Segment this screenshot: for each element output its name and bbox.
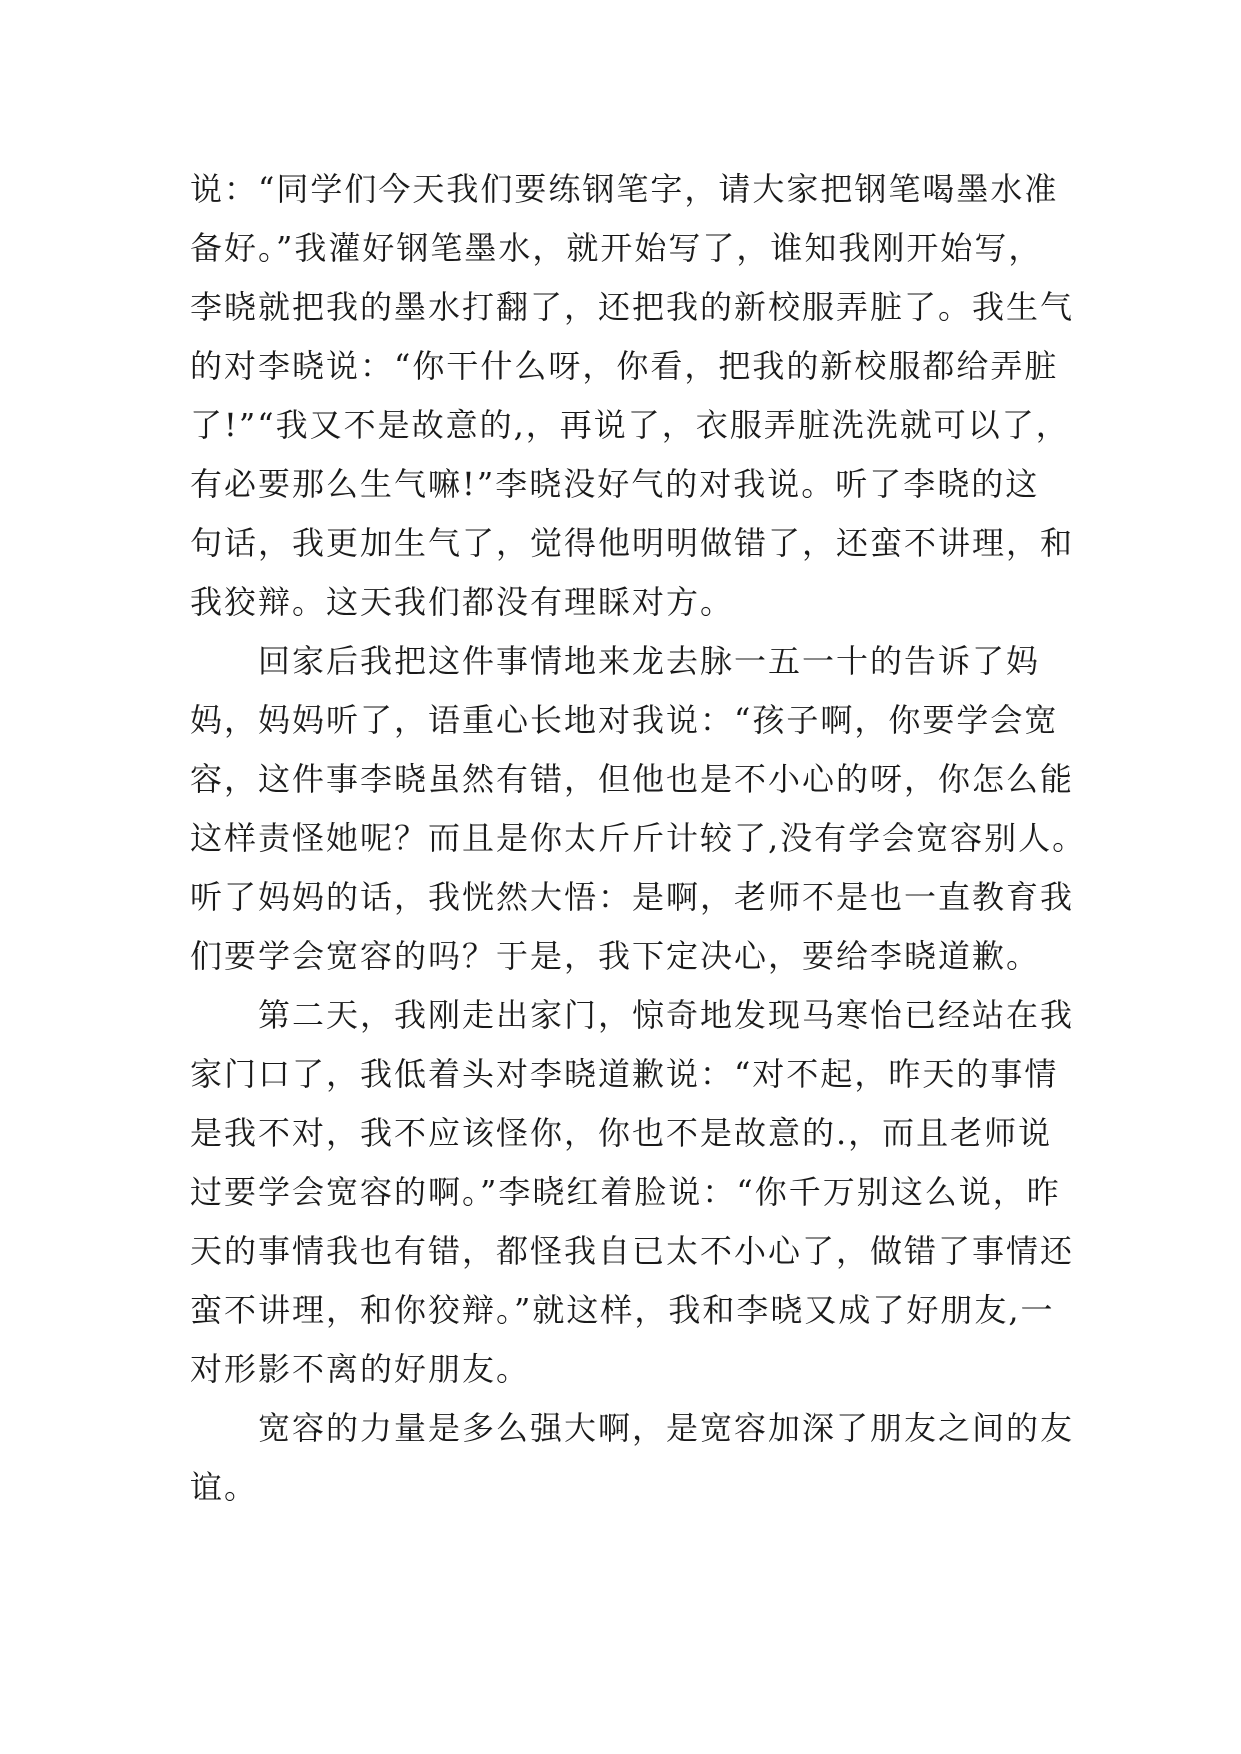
text-line: 我狡辩。这天我们都没有理睬对方。	[190, 583, 735, 621]
text-line: 的对李晓说：“你干什么呀，你看，把我的新校服都给弄脏	[190, 347, 1059, 385]
paragraph-start-line: 回家后我把这件事情地来龙去脉一五一十的告诉了妈	[258, 642, 1041, 680]
paragraph-start-line: 宽容的力量是多么强大啊，是宽容加深了朋友之间的友	[258, 1409, 1075, 1447]
text-line: 说：“同学们今天我们要练钢笔字，请大家把钢笔喝墨水准	[190, 170, 1059, 208]
essay-body	[190, 160, 1087, 1517]
text-line: 们要学会宽容的吗？于是，我下定决心，要给李晓道歉。	[190, 937, 1041, 975]
text-line: 是我不对，我不应该怪你，你也不是故意的.，而且老师说	[190, 1114, 1053, 1152]
text-line: 李晓就把我的墨水打翻了，还把我的新校服弄脏了。我生气	[190, 288, 1075, 326]
text-line: 句话，我更加生气了，觉得他明明做错了，还蛮不讲理，和	[190, 524, 1075, 562]
text-line: 这样责怪她呢？而且是你太斤斤计较了,没有学会宽容别人。	[190, 819, 1087, 857]
paragraph-start-line: 第二天，我刚走出家门，惊奇地发现马寒怡已经站在我	[258, 996, 1075, 1034]
text-line: 容，这件事李晓虽然有错，但他也是不小心的呀，你怎么能	[190, 760, 1075, 798]
text-line: 家门口了，我低着头对李晓道歉说：“对不起，昨天的事情	[190, 1055, 1059, 1093]
text-line: 天的事情我也有错，都怪我自已太不小心了，做错了事情还	[190, 1232, 1075, 1270]
text-line: 听了妈妈的话，我恍然大悟：是啊，老师不是也一直教育我	[190, 878, 1075, 916]
text-line: 备好。”我灌好钢笔墨水，就开始写了，谁知我刚开始写，	[190, 229, 1043, 267]
text-line: 过要学会宽容的啊。”李晓红着脸说：“你千万别这么说，昨	[190, 1173, 1061, 1211]
text-line: 蛮不讲理，和你狡辩。”就这样，我和李晓又成了好朋友,一	[190, 1291, 1055, 1329]
text-line: 对形影不离的好朋友。	[190, 1350, 531, 1388]
text-line: 妈，妈妈听了，语重心长地对我说：“孩子啊，你要学会宽	[190, 701, 1059, 739]
text-line: 有必要那么生气嘛!”李晓没好气的对我说。听了李晓的这	[190, 465, 1040, 503]
text-line: 了!”“我又不是故意的,，再说了，衣服弄脏洗洗就可以了，	[190, 406, 1070, 444]
text-line: 谊。	[190, 1468, 259, 1506]
